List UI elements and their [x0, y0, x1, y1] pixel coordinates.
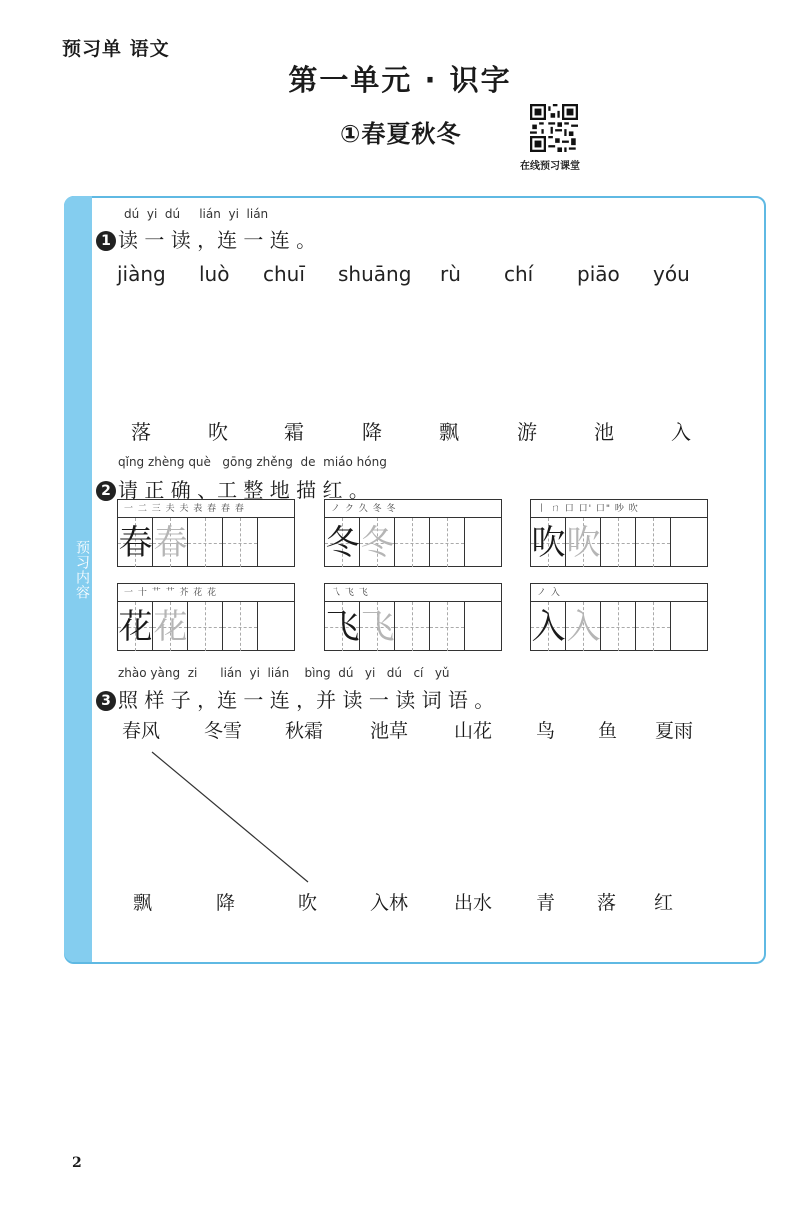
tracing-box-ru[interactable] — [530, 583, 708, 651]
bottom-word[interactable]: 降 — [216, 892, 236, 914]
tracing-box-hua[interactable] — [117, 583, 295, 651]
model-char: 飞 — [325, 607, 360, 647]
pinyin-item[interactable]: chuī — [263, 262, 305, 286]
stroke-order: ノ ク 久 冬 冬 — [325, 500, 501, 518]
bottom-word[interactable]: 落 — [597, 892, 617, 914]
bottom-word[interactable]: 青 — [536, 892, 556, 914]
pinyin-item[interactable]: chí — [504, 262, 534, 286]
model-char: 冬 — [325, 523, 360, 563]
bottom-word[interactable]: 吹 — [298, 892, 318, 914]
hanzi-item[interactable]: 池 — [594, 420, 614, 444]
side-label: 预习内容 — [74, 540, 90, 600]
q3-number: 3 — [96, 691, 116, 711]
top-word[interactable]: 春风 — [122, 720, 161, 742]
tracing-box-fei[interactable] — [324, 583, 502, 651]
pinyin-item[interactable]: rù — [440, 262, 461, 286]
page-number: 2 — [72, 1155, 82, 1171]
stroke-order: 一 二 三 夫 夫 表 春 春 春 — [118, 500, 294, 518]
model-char: 入 — [531, 607, 566, 647]
lesson-title: ①春夏秋冬 — [340, 120, 462, 148]
qr-code-icon[interactable] — [530, 104, 578, 152]
pinyin-item[interactable]: jiàng — [117, 262, 166, 286]
top-word[interactable]: 夏雨 — [655, 720, 694, 742]
q1-pinyin: dú yi dú lián yi lián — [124, 207, 269, 221]
q2-instruction: 请 正 确 、工 整 地 描 红 。 — [118, 478, 369, 502]
top-word[interactable]: 秋霜 — [285, 720, 324, 742]
model-char: 吹 — [531, 523, 566, 563]
hanzi-item[interactable]: 入 — [671, 420, 691, 444]
book-header: 预习单 语文 — [62, 38, 170, 60]
top-word[interactable]: 冬雪 — [204, 720, 243, 742]
trace-char: 吹 — [566, 523, 601, 563]
stroke-order: ノ 入 — [531, 584, 707, 602]
bottom-word[interactable]: 飘 — [133, 892, 153, 914]
trace-char: 花 — [153, 607, 188, 647]
q3-instruction: 照 样 子 ，连 一 连 ，并 读 一 读 词 语 。 — [118, 688, 495, 712]
hanzi-item[interactable]: 飘 — [439, 420, 459, 444]
bottom-word[interactable]: 入林 — [370, 892, 409, 914]
top-word[interactable]: 鸟 — [536, 720, 556, 742]
q1-number: 1 — [96, 231, 116, 251]
tracing-box-chun[interactable] — [117, 499, 295, 567]
q1-instruction: 读 一 读 ，连 一 连 。 — [118, 228, 317, 252]
tracing-box-dong[interactable] — [324, 499, 502, 567]
pinyin-item[interactable]: yóu — [653, 262, 690, 286]
bottom-word[interactable]: 出水 — [454, 892, 493, 914]
hanzi-item[interactable]: 游 — [517, 420, 537, 444]
hanzi-item[interactable]: 霜 — [284, 420, 304, 444]
trace-char: 冬 — [360, 523, 395, 563]
top-word[interactable]: 鱼 — [598, 720, 618, 742]
trace-char: 飞 — [360, 607, 395, 647]
hanzi-item[interactable]: 降 — [362, 420, 382, 444]
bottom-word[interactable]: 红 — [654, 892, 674, 914]
example-connect-line — [140, 740, 320, 890]
q3-pinyin: zhào yàng zi lián yi lián bìng dú yi dú cí yǔ — [118, 666, 450, 680]
q3-instruction-line — [96, 684, 494, 713]
stroke-order: 丨 ㄇ 口 口' 口" 吵 吹 — [531, 500, 707, 518]
stroke-order: 一 十 艹 艹 芥 花 花 — [118, 584, 294, 602]
pinyin-item[interactable]: shuāng — [338, 262, 412, 286]
tracing-box-chui[interactable] — [530, 499, 708, 567]
hanzi-item[interactable]: 落 — [131, 420, 151, 444]
hanzi-item[interactable]: 吹 — [208, 420, 228, 444]
model-char: 花 — [118, 607, 153, 647]
stroke-order: 乁 飞 飞 — [325, 584, 501, 602]
trace-char: 入 — [566, 607, 601, 647]
unit-title: 第一单元 · 识字 — [288, 63, 512, 97]
top-word[interactable]: 山花 — [454, 720, 493, 742]
top-word[interactable]: 池草 — [370, 720, 409, 742]
q2-number: 2 — [96, 481, 116, 501]
q1-instruction-line — [96, 224, 316, 253]
pinyin-item[interactable]: piāo — [577, 262, 620, 286]
qr-caption: 在线预习课堂 — [520, 161, 580, 172]
trace-char: 春 — [153, 523, 188, 563]
q2-pinyin: qǐng zhèng què gōng zhěng de miáo hóng — [118, 455, 387, 469]
pinyin-item[interactable]: luò — [199, 262, 230, 286]
model-char: 春 — [118, 523, 153, 563]
